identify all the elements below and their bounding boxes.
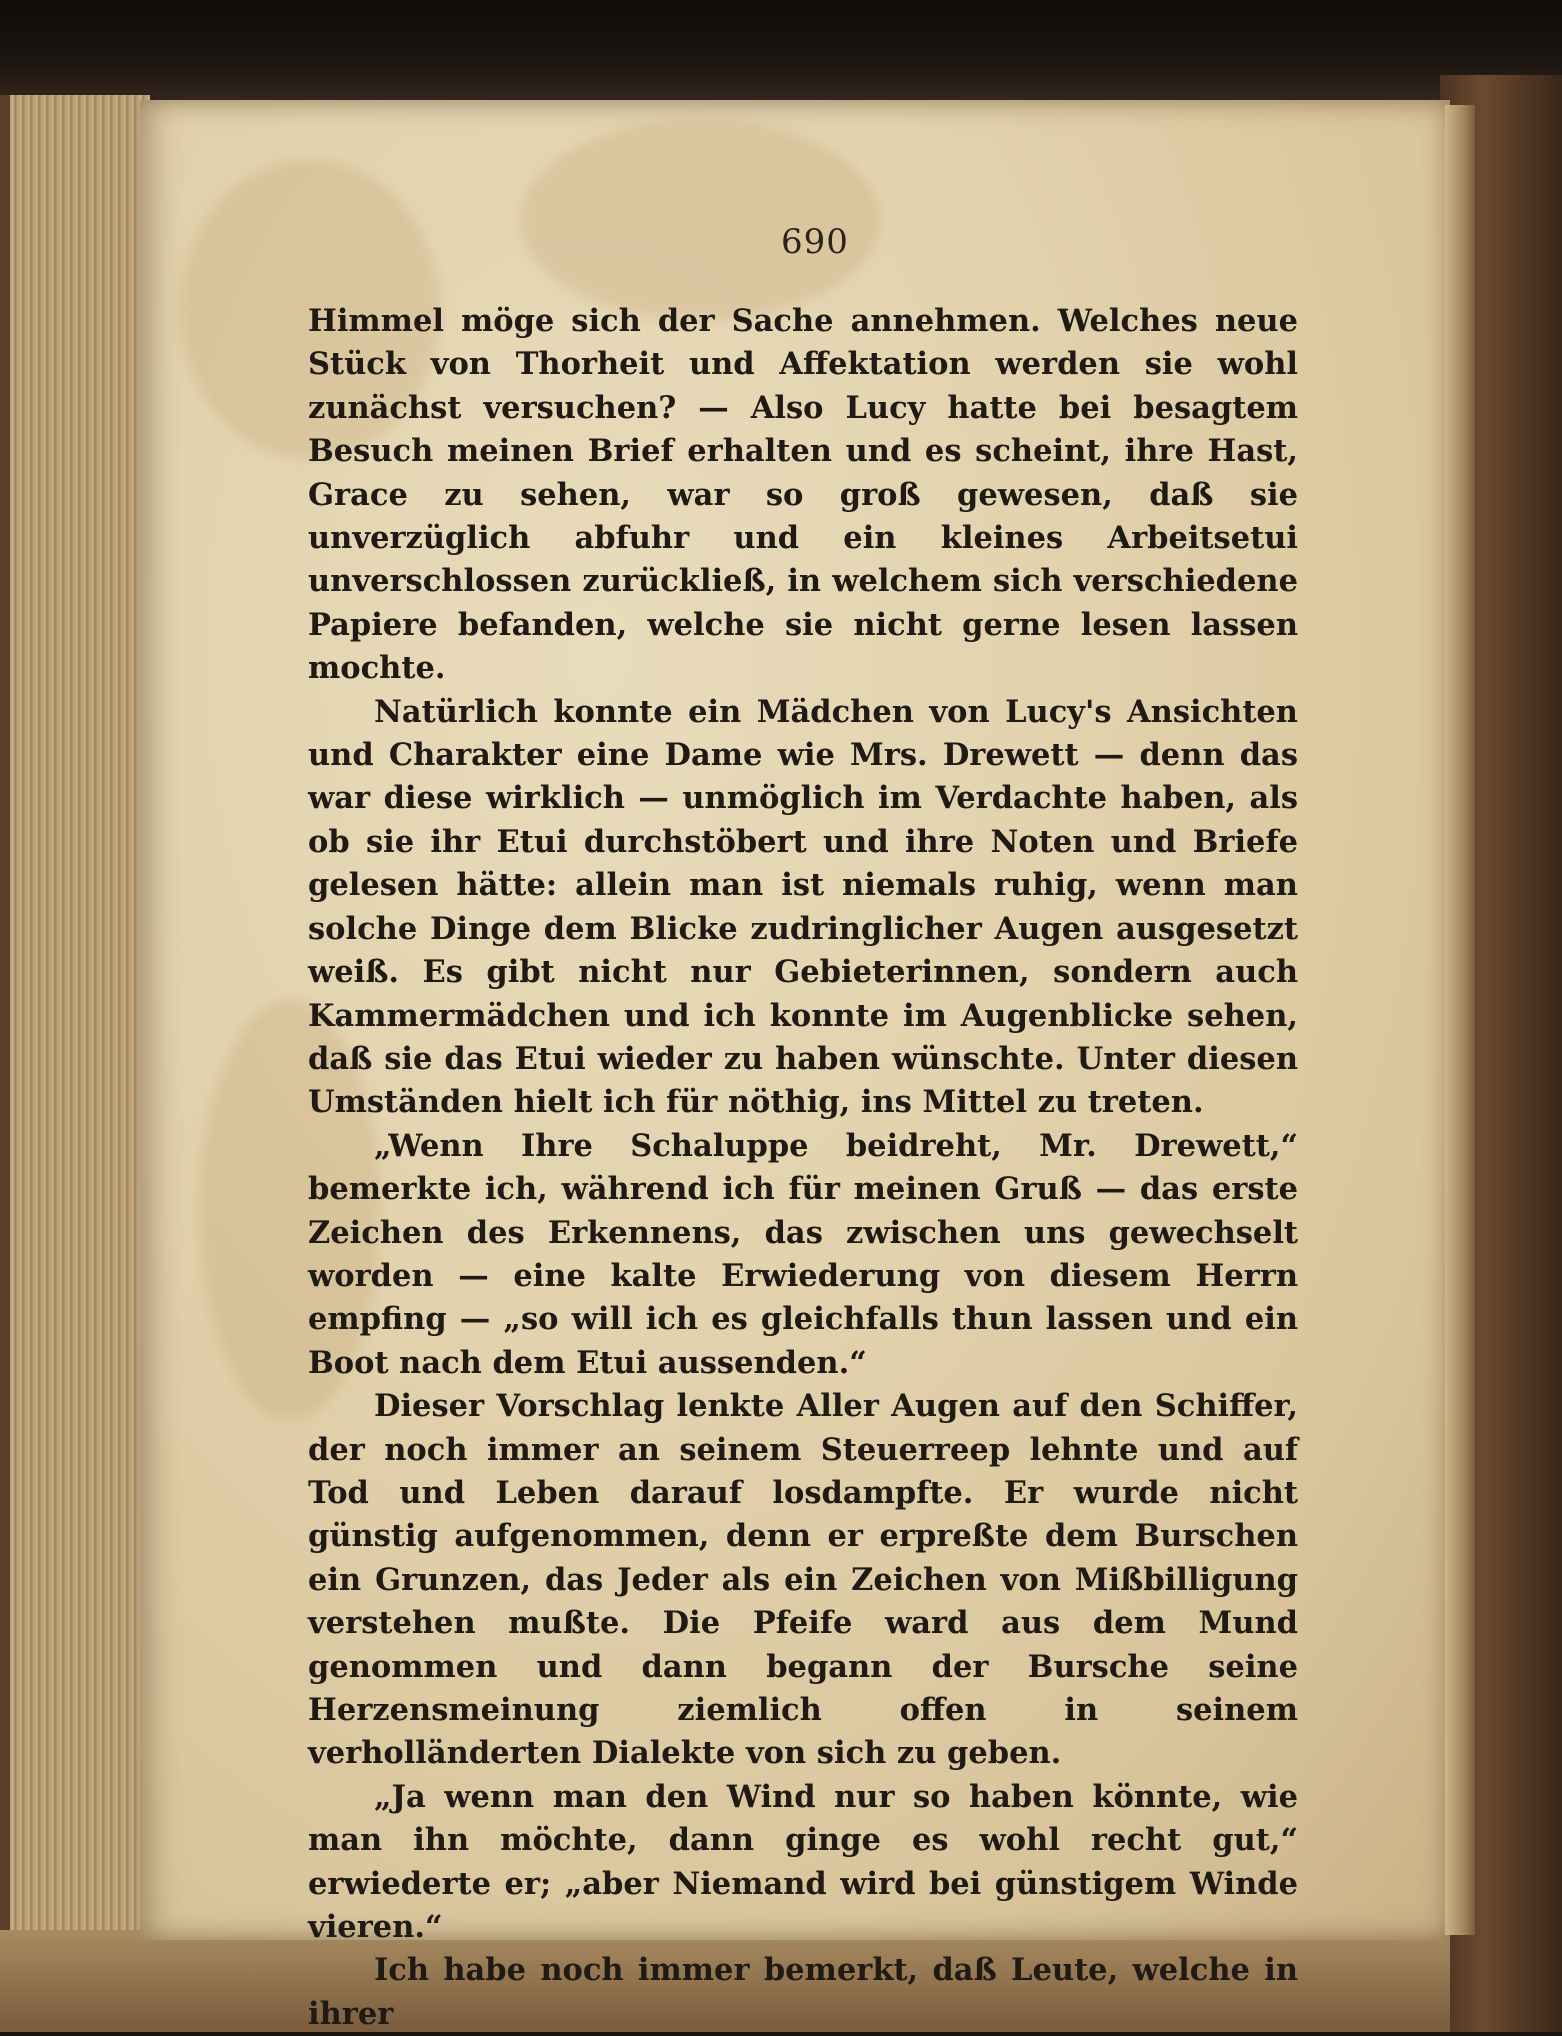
page-number: 690	[781, 222, 849, 262]
paragraph-6: Ich habe noch immer bemerkt, daß Leute, welche in ihrer	[308, 1952, 1298, 2032]
paragraph-2: Natürlich konnte ein Mädchen von Lucy's Ansichten und Charakter eine Dame wie Mrs. Drewett — denn das war diese wirklich — unmöglich im Verdachte haben, als ob sie ihr Etui durchstöbert und ihre Noten und Briefe gelesen hätte: allein man ist niemals ruhig, wenn man solche Dinge dem Blicke zudringlicher Augen ausgesetzt weiß. Es gibt nicht nur Gebieterinnen, sondern auch Kammermädchen und ich konnte im Augenblicke sehen, daß sie das Etui wieder zu haben wünschte. Unter diesen Umständen hielt ich für nöthig, ins Mittel zu treten.	[308, 693, 1298, 1121]
paragraph-4: Dieser Vorschlag lenkte Aller Augen auf den Schiffer, der noch immer an seinem Steuerreep lehnte und auf Tod und Leben darauf losdampfte. Er wurde nicht günstig aufgenommen, denn er erpreßte dem Burschen ein Grunzen, das Jeder als ein Zeichen von Mißbilligung verstehen mußte. Die Pfeife ward aus dem Mund genommen und dann begann der Bursche seine Herzensmeinung ziemlich offen in seinem verholländerten Dialekte von sich zu geben.	[308, 1388, 1298, 1772]
paragraph-1: Himmel möge sich der Sache annehmen. Welches neue Stück von Thorheit und Affektation werden sie wohl zunächst versuchen? — Also Lucy hatte bei besagtem Besuch meinen Brief erhalten und es scheint, ihre Hast, Grace zu sehen, war so groß gewesen, daß sie unverzüglich abfuhr und ein kleines Arbeitsetui unverschlossen zurückließ, in welchem sich verschiedene Papiere befanden, welche sie nicht gerne lesen lassen mochte.	[308, 303, 1298, 687]
page-text	[308, 300, 1298, 2036]
page-stack-edge	[0, 95, 150, 2032]
paper-stain	[520, 120, 880, 320]
page-gutter	[1445, 105, 1475, 1935]
book-cover-top	[0, 0, 1562, 110]
paragraph-5: „Ja wenn man den Wind nur so haben könnte, wie man ihn möchte, dann ginge es wohl recht gut,“ erwiederte er; „aber Niemand wird bei günstigem Winde vieren.“	[308, 1778, 1298, 1946]
paragraph-3: „Wenn Ihre Schaluppe beidreht, Mr. Drewett,“ bemerkte ich, während ich für meinen Gruß — das erste Zeichen des Erkennens, das zwischen uns gewechselt worden — eine kalte Erwiederung von diesem Herrn empfing — „so will ich es gleichfalls thun lassen und ein Boot nach dem Etui aussenden.“	[308, 1127, 1298, 1381]
